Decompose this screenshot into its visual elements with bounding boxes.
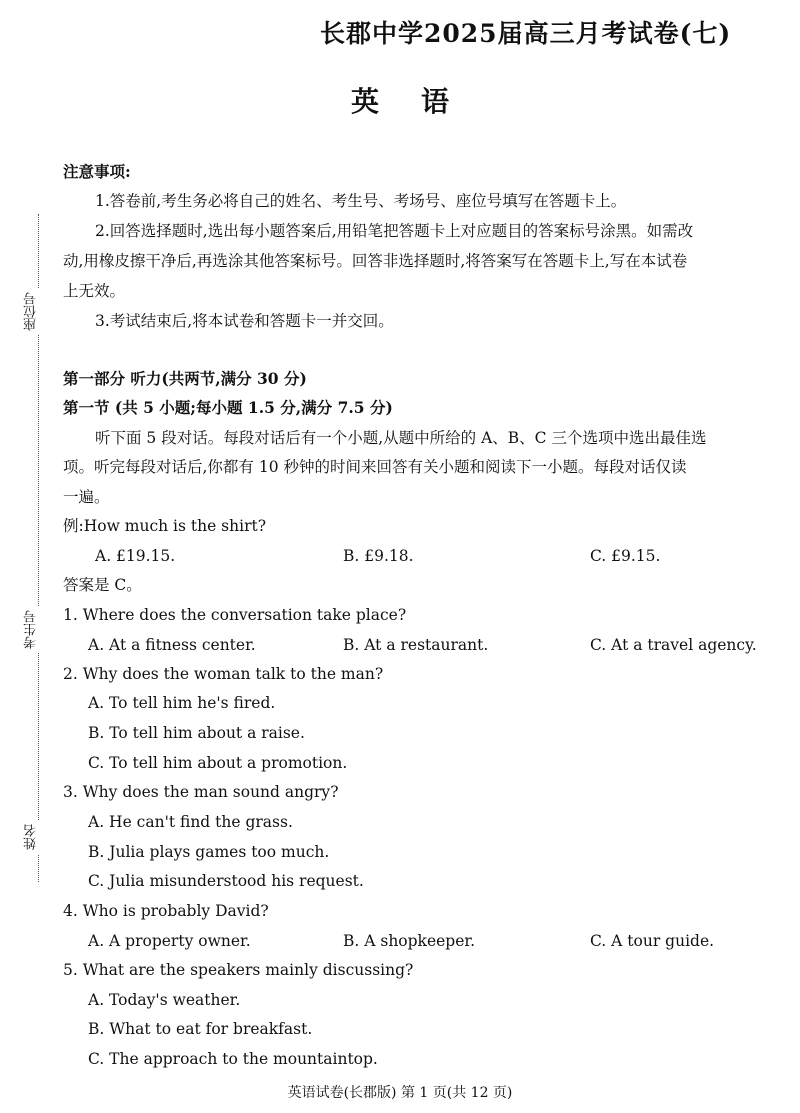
example-option-b: B. £9.18. <box>343 547 414 565</box>
question-stem: 5. What are the speakers mainly discussing? <box>63 961 414 979</box>
page-title: 长郡中学2025届高三月考试卷(七) <box>320 19 732 48</box>
question-option: B. To tell him about a raise. <box>88 724 305 742</box>
part-heading: 第一部分 听力(共两节,满分 30 分) <box>63 369 307 388</box>
question-stem: 2. Why does the woman talk to the man? <box>63 665 384 683</box>
example-answer: 答案是 C。 <box>63 576 142 594</box>
question-stem: 4. Who is probably David? <box>63 902 269 920</box>
example-option-c: C. £9.15. <box>590 547 661 565</box>
notice-heading: 注意事项: <box>63 162 131 181</box>
question-option: C. At a travel agency. <box>590 636 757 654</box>
question-option: B. At a restaurant. <box>343 636 489 654</box>
question-stem: 3. Why does the man sound angry? <box>63 783 339 801</box>
question-option: A. To tell him he's fired. <box>88 694 276 712</box>
question-option: B. What to eat for breakfast. <box>88 1020 313 1038</box>
section-heading: 第一节 (共 5 小题;每小题 1.5 分,满分 7.5 分) <box>63 398 393 417</box>
instruction-line: 听下面 5 段对话。每段对话后有一个小题,从题中所给的 A、B、C 三个选项中选出最佳选 <box>95 429 707 447</box>
question-option: C. The approach to the mountaintop. <box>88 1050 378 1068</box>
notice-line: 上无效。 <box>63 282 126 300</box>
subject-title: 英语 <box>350 85 491 118</box>
instruction-line: 项。听完每段对话后,你都有 10 秒钟的时间来回答有关小题和阅读下一小题。每段对话仅读 <box>63 458 687 476</box>
question-option: C. A tour guide. <box>590 932 715 950</box>
question-option: C. Julia misunderstood his request. <box>88 872 364 890</box>
question-stem: 1. Where does the conversation take place? <box>63 606 407 624</box>
side-label-examinee-number: 考生号 <box>22 606 44 653</box>
notice-line: 1.答卷前,考生务必将自己的姓名、考生号、考场号、座位号填写在答题卡上。 <box>95 192 627 210</box>
question-option: A. He can't find the grass. <box>88 813 293 831</box>
notice-line: 动,用橡皮擦干净后,再选涂其他答案标号。回答非选择题时,将答案写在答题卡上,写在本试卷 <box>63 252 688 270</box>
notice-line: 2.回答选择题时,选出每小题答案后,用铅笔把答题卡上对应题目的答案标号涂黑。如需改 <box>95 222 694 240</box>
side-label-name: 姓名 <box>22 820 44 854</box>
example-option-a: A. £19.15. <box>95 547 176 565</box>
question-option: A. At a fitness center. <box>88 636 256 654</box>
question-option: B. Julia plays games too much. <box>88 843 330 861</box>
question-option: B. A shopkeeper. <box>343 932 476 950</box>
question-option: A. Today's weather. <box>88 991 241 1009</box>
question-option: C. To tell him about a promotion. <box>88 754 348 772</box>
page-footer: 英语试卷(长郡版) 第 1 页(共 12 页) <box>287 1085 513 1101</box>
side-label-seat: 座位号 <box>22 288 44 335</box>
question-option: A. A property owner. <box>88 932 251 950</box>
instruction-line: 一遍。 <box>63 488 110 506</box>
notice-line: 3.考试结束后,将本试卷和答题卡一并交回。 <box>95 312 394 330</box>
example-question: 例:How much is the shirt? <box>63 517 267 535</box>
